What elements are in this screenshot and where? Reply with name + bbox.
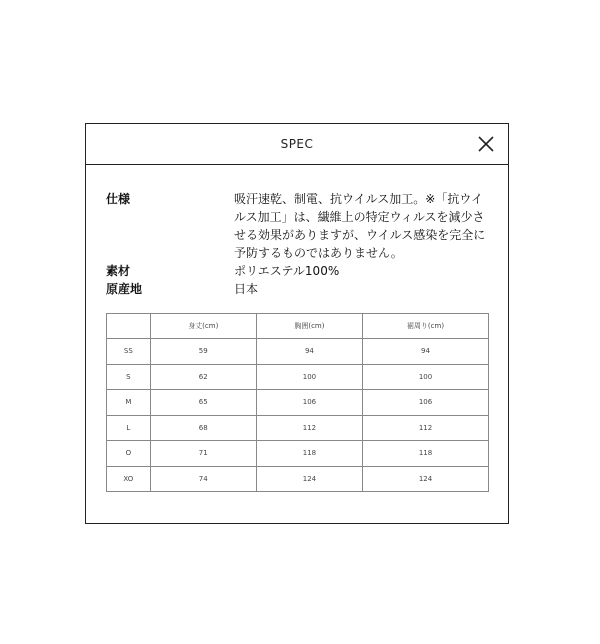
table-row: [107, 364, 489, 390]
table-cell: 106: [256, 390, 362, 416]
table-cell: 74: [150, 466, 256, 492]
table-cell: M: [107, 390, 151, 416]
table-cell: SS: [107, 339, 151, 365]
table-cell: 112: [256, 415, 362, 441]
table-cell: 124: [256, 466, 362, 492]
table-cell: 94: [363, 339, 489, 365]
table-cell: L: [107, 415, 151, 441]
table-header-row: [107, 314, 489, 339]
spec-label: 素材: [106, 264, 131, 278]
table-cell: 112: [363, 415, 489, 441]
table-cell: 62: [150, 364, 256, 390]
table-cell: 71: [150, 441, 256, 467]
spec-value: 日本: [234, 282, 259, 296]
table-row: [107, 390, 489, 416]
spec-row-specification: [106, 190, 490, 262]
table-cell: 106: [363, 390, 489, 416]
table-cell: 68: [150, 415, 256, 441]
table-cell: XO: [107, 466, 151, 492]
close-button[interactable]: [476, 134, 496, 154]
table-header-cell: 裾周り(cm): [363, 314, 489, 339]
table-cell: 59: [150, 339, 256, 365]
table-row: [107, 441, 489, 467]
table-cell: 118: [363, 441, 489, 467]
table-cell: O: [107, 441, 151, 467]
table-row: [107, 466, 489, 492]
modal-header: [86, 124, 508, 165]
table-cell: 118: [256, 441, 362, 467]
spec-label: 仕様: [106, 192, 131, 206]
table-cell: S: [107, 364, 151, 390]
table-header-cell: 胸囲(cm): [256, 314, 362, 339]
spec-modal: [85, 123, 509, 524]
table-header-cell: [107, 314, 151, 339]
table-row: [107, 339, 489, 365]
spec-label: 原産地: [106, 282, 143, 296]
table-cell: 94: [256, 339, 362, 365]
spec-row-origin: [106, 280, 490, 298]
spec-value: 吸汗速乾、制電、抗ウイルス加工。※「抗ウイルス加工」は、繊維上の特定ウィルスを減少させる効果がありますが、ウイルス感染を完全に予防するものではありません。: [234, 192, 486, 260]
table-cell: 100: [363, 364, 489, 390]
size-table: [106, 313, 489, 492]
spec-value: ポリエステル100%: [234, 264, 340, 278]
close-icon: [476, 134, 496, 154]
table-cell: 100: [256, 364, 362, 390]
spec-row-material: [106, 262, 490, 280]
table-row: [107, 415, 489, 441]
modal-title: SPEC: [280, 137, 314, 151]
table-cell: 124: [363, 466, 489, 492]
table-header-cell: 身丈(cm): [150, 314, 256, 339]
table-cell: 65: [150, 390, 256, 416]
spec-list: [106, 190, 490, 298]
